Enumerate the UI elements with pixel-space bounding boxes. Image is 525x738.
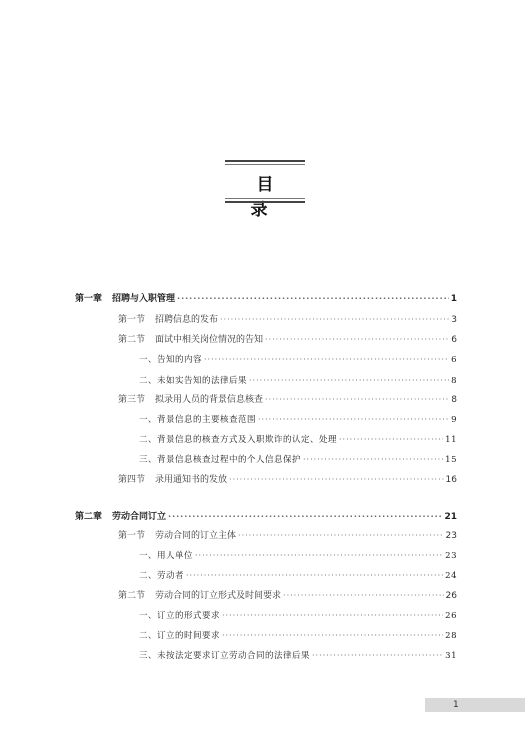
section-number: 第四节 (118, 475, 146, 485)
toc-entry-item[interactable] (139, 375, 457, 387)
toc-entry-section[interactable] (118, 590, 457, 602)
entry-page: 23 (445, 531, 457, 541)
chapter-number: 第一章 (75, 294, 103, 304)
title-rule-bottom-thin (225, 198, 305, 199)
entry-page: 28 (445, 631, 457, 641)
entry-text: 三、未按法定要求订立劳动合同的法律后果 (139, 651, 311, 661)
title-rule-top-thin (225, 164, 305, 165)
entry-text: 招聘与入职管理 (112, 294, 176, 304)
entry-page: 15 (445, 455, 457, 465)
dot-leader (312, 650, 443, 662)
entry-text: 一、告知的内容 (139, 355, 203, 365)
entry-page: 24 (445, 571, 457, 581)
section-number: 第一节 (118, 531, 146, 541)
entry-page: 1 (450, 294, 457, 304)
toc-entry-item[interactable] (139, 414, 457, 426)
entry-page: 26 (445, 591, 457, 601)
footer-page-bar (425, 698, 525, 712)
dot-leader (177, 293, 449, 305)
entry-text: 劳动合同订立 (112, 512, 167, 522)
title-rule-bottom (225, 201, 305, 203)
toc-entry-chapter-2[interactable] (75, 511, 457, 523)
dot-leader (186, 570, 443, 582)
toc-entry-chapter-1[interactable] (75, 293, 457, 305)
dot-leader (249, 375, 449, 387)
entry-text: 一、用人单位 (139, 551, 194, 561)
toc-entry-item[interactable] (139, 650, 457, 662)
entry-text: 拟录用人员的背景信息核查 (155, 395, 264, 405)
toc-entry-section[interactable] (118, 474, 457, 486)
entry-text: 录用通知书的发放 (155, 475, 228, 485)
toc-title: 目 录 (250, 175, 286, 220)
dot-leader (265, 394, 449, 406)
entry-page: 23 (445, 551, 457, 561)
entry-page: 26 (445, 611, 457, 621)
entry-page: 21 (444, 512, 457, 522)
toc-entry-item[interactable] (139, 454, 457, 466)
entry-page: 31 (445, 651, 457, 661)
dot-leader (222, 610, 443, 622)
entry-text: 一、背景信息的主要核查范围 (139, 415, 257, 425)
dot-leader (222, 630, 443, 642)
entry-page: 8 (451, 376, 457, 386)
entry-text: 三、背景信息核查过程中的个人信息保护 (139, 455, 302, 465)
toc-entry-section[interactable] (118, 314, 457, 326)
section-number: 第二节 (118, 335, 146, 345)
entry-text: 二、订立的时间要求 (139, 631, 221, 641)
entry-text: 劳动合同的订立主体 (155, 531, 237, 541)
entry-page: 6 (451, 335, 457, 345)
toc-entry-item[interactable] (139, 434, 457, 446)
dot-leader (339, 434, 443, 446)
toc-entry-item[interactable] (139, 550, 457, 562)
section-number: 第一节 (118, 315, 146, 325)
section-number: 第二节 (118, 591, 146, 601)
title-rule-top (225, 160, 305, 162)
dot-leader (220, 314, 449, 326)
entry-page: 8 (451, 395, 457, 405)
entry-text: 招聘信息的发布 (155, 315, 219, 325)
section-number: 第三节 (118, 395, 146, 405)
entry-text: 面试中相关岗位情况的告知 (155, 335, 264, 345)
dot-leader (283, 590, 444, 602)
entry-text: 二、背景信息的核查方式及入职欺诈的认定、处理 (139, 435, 338, 445)
entry-page: 16 (445, 475, 457, 485)
dot-leader (258, 414, 449, 426)
toc-entry-section[interactable] (118, 530, 457, 542)
toc-entry-item[interactable] (139, 630, 457, 642)
dot-leader (229, 474, 444, 486)
dot-leader (238, 530, 444, 542)
footer-page-number: 1 (453, 700, 459, 710)
dot-leader (168, 511, 442, 523)
entry-text: 二、未如实告知的法律后果 (139, 376, 248, 386)
toc-entry-item[interactable] (139, 610, 457, 622)
entry-page: 3 (451, 315, 457, 325)
dot-leader (265, 334, 449, 346)
toc-title-block (225, 160, 305, 220)
dot-leader (303, 454, 443, 466)
toc-entry-item[interactable] (139, 354, 457, 366)
dot-leader (204, 354, 449, 366)
toc-entry-section[interactable] (118, 334, 457, 346)
dot-leader (195, 550, 443, 562)
chapter-number: 第二章 (75, 512, 103, 522)
toc-entry-item[interactable] (139, 570, 457, 582)
entry-page: 9 (451, 415, 457, 425)
entry-text: 一、订立的形式要求 (139, 611, 221, 621)
entry-text: 劳动合同的订立形式及时间要求 (155, 591, 282, 601)
entry-page: 6 (451, 355, 457, 365)
entry-page: 11 (445, 435, 457, 445)
entry-text: 二、劳动者 (139, 571, 185, 581)
toc-entry-section[interactable] (118, 394, 457, 406)
